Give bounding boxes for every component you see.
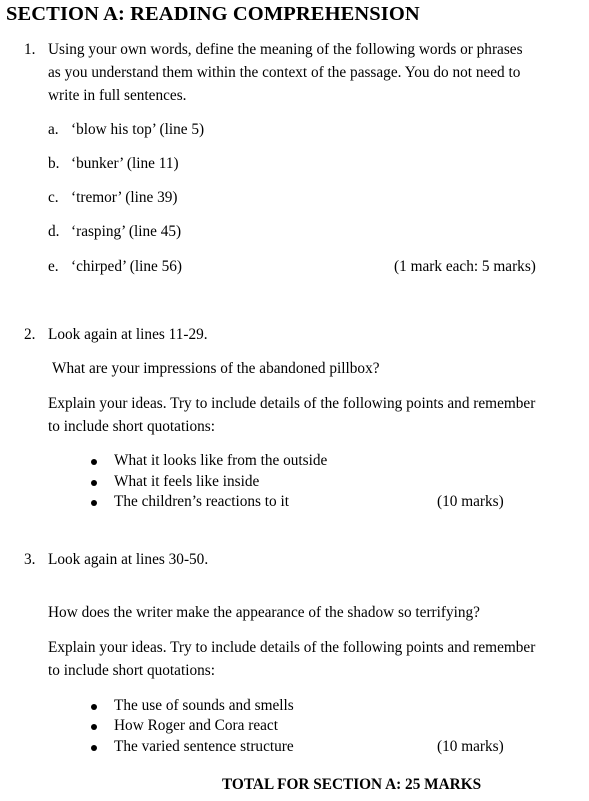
question-2-intro: Look again at lines 11-29. [48, 326, 208, 343]
question-2-instruction-line-1: Explain your ideas. Try to include details of the following points and remember [48, 395, 536, 412]
bullet-icon [91, 480, 97, 486]
question-3-question: How does the writer make the appearance of the shadow so terrifying? [48, 604, 480, 621]
question-3-marks: (10 marks) [437, 738, 504, 755]
question-1-prompt-line-2: as you understand them within the context of the passage. You do not need to [48, 64, 521, 81]
question-3-intro: Look again at lines 30-50. [48, 551, 209, 568]
question-2-bullet-3: The children’s reactions to it [114, 493, 290, 510]
bullet-icon [91, 745, 97, 751]
question-2-question: What are your impressions of the abandoned pillbox? [52, 360, 380, 377]
question-1-number: 1. [24, 41, 36, 58]
item-a-letter: a. [48, 121, 59, 138]
question-1-prompt-line-1: Using your own words, define the meaning of the following words or phrases [48, 41, 523, 58]
item-a-text: ‘blow his top’ (line 5) [71, 121, 205, 138]
item-d-letter: d. [48, 223, 60, 240]
question-3-instruction-line-1: Explain your ideas. Try to include details of the following points and remember [48, 639, 536, 656]
question-2-bullet-1: What it looks like from the outside [114, 452, 328, 469]
item-b-text: ‘bunker’ (line 11) [71, 155, 179, 172]
item-e-text: ‘chirped’ (line 56) [71, 258, 182, 275]
question-2-bullet-2: What it feels like inside [114, 473, 260, 490]
item-c-letter: c. [48, 189, 59, 206]
item-b-letter: b. [48, 155, 60, 172]
question-3-bullet-3: The varied sentence structure [114, 738, 294, 755]
section-title: SECTION A: READING COMPREHENSION [6, 3, 420, 25]
item-d-text: ‘rasping’ (line 45) [71, 223, 182, 240]
question-2-instruction-line-2: to include short quotations: [48, 418, 215, 435]
question-3-instruction-line-2: to include short quotations: [48, 662, 215, 679]
question-1-prompt-line-3: write in full sentences. [48, 87, 187, 104]
question-3-bullet-2: How Roger and Cora react [114, 717, 278, 734]
question-1-marks: (1 mark each: 5 marks) [394, 258, 536, 275]
item-e-letter: e. [48, 258, 59, 275]
question-3-bullet-1: The use of sounds and smells [114, 697, 294, 714]
bullet-icon [91, 704, 97, 710]
bullet-icon [91, 459, 97, 465]
question-3-number: 3. [24, 551, 36, 568]
item-c-text: ‘tremor’ (line 39) [71, 189, 178, 206]
bullet-icon [91, 724, 97, 730]
question-2-marks: (10 marks) [437, 493, 504, 510]
section-total: TOTAL FOR SECTION A: 25 MARKS [222, 776, 482, 793]
bullet-icon [91, 500, 97, 506]
question-2-number: 2. [24, 326, 36, 343]
